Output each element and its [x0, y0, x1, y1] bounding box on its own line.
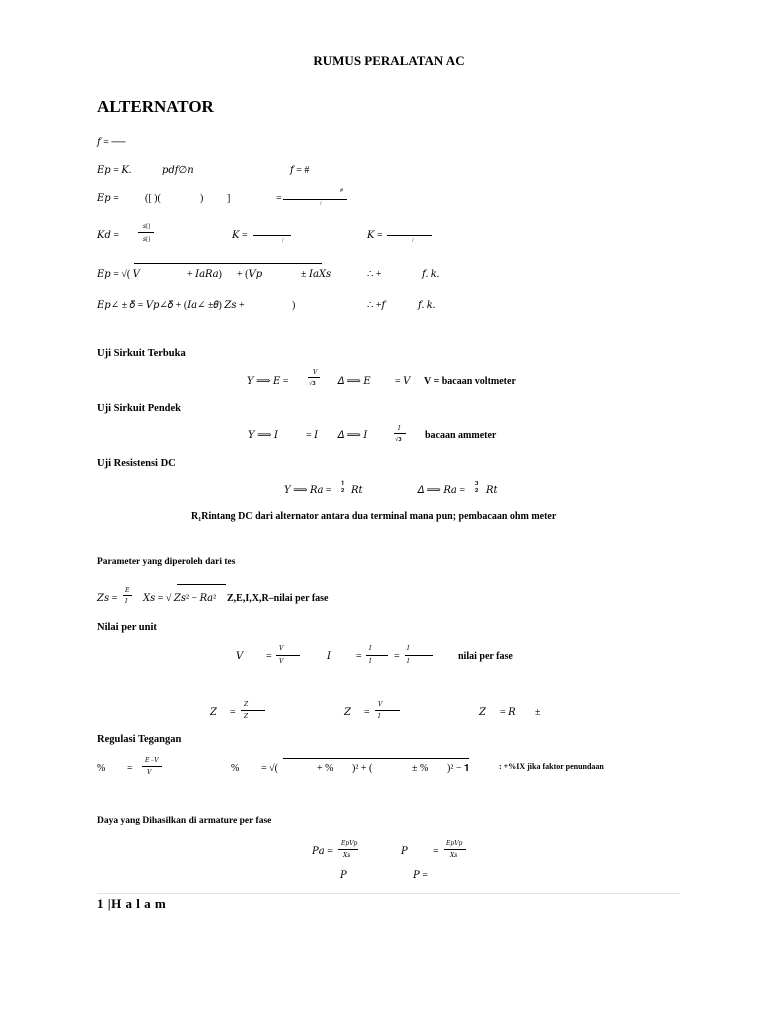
- dc-res-frac-delta: 𝟑 𝟐: [475, 481, 479, 494]
- formula-r4-b: 𝐾 =: [232, 230, 248, 241]
- power-p: 𝑃: [401, 846, 408, 857]
- formula-r4-a-den: 𝑠[]: [143, 237, 151, 243]
- short-circuit-formula2: = 𝐼: [306, 430, 319, 441]
- pu-z-num: 𝑍: [244, 702, 249, 708]
- section-per-unit: Nilai per unit: [97, 622, 157, 633]
- section-voltage-regulation: Regulasi Tegangan: [97, 734, 182, 745]
- dc-res-formula-y: 𝑌 ⟹ 𝑅𝑎 =: [284, 485, 332, 496]
- fraction-line: [123, 595, 132, 596]
- reg2-eq: = √(: [261, 763, 278, 774]
- pu-i-eq2: =: [394, 651, 400, 662]
- pu-zb-eq: =: [364, 707, 370, 718]
- pu-zc-pm: ±: [535, 707, 541, 718]
- short-circuit-frac-num: 𝐼: [398, 426, 401, 432]
- open-circuit-note: V = bacaan voltmeter: [424, 376, 516, 387]
- reg-pct: %: [97, 763, 106, 774]
- page-footer: 1 |H a l a m: [97, 896, 167, 911]
- formula-emf-a: 𝐸𝑝 = 𝐾.: [97, 165, 132, 176]
- fraction-line: [338, 849, 358, 850]
- section-heading-alternator: ALTERNATOR: [97, 97, 214, 116]
- open-circuit-frac-num: 𝑉: [313, 370, 318, 376]
- fraction-line: [375, 710, 400, 711]
- power-pa-den: 𝑋𝑠: [343, 853, 351, 859]
- pu-i-den2: 𝐼: [407, 659, 410, 665]
- reg-eq: =: [127, 763, 133, 774]
- reg2-c: )² + (: [352, 763, 373, 774]
- formula-r5-c: + (𝑉𝑝: [237, 269, 263, 280]
- document-title: RUMUS PERALATAN AC: [313, 53, 465, 68]
- pu-zc-eq: = 𝑅: [500, 707, 516, 718]
- formula-r4-a: 𝐾𝑑 =: [97, 230, 120, 241]
- fraction-line: [444, 849, 466, 850]
- formula-r6-c: ∴ +𝑓: [367, 300, 386, 311]
- formula-r5-e: ∴ +: [367, 269, 382, 280]
- formula-emf-c: 𝑓 = #: [290, 165, 310, 176]
- short-circuit-frac-den: √𝟑: [395, 437, 402, 443]
- formula-r6-d: 𝑓. 𝑘.: [418, 300, 436, 311]
- fraction-line: [405, 655, 433, 656]
- short-circuit-formula: 𝑌 ⟹ 𝐼: [248, 430, 278, 441]
- sqrt-overline: [283, 758, 469, 759]
- pu-z-eq: =: [230, 707, 236, 718]
- power-p-den: 𝑋𝑠: [450, 853, 458, 859]
- param-frac-den: 𝐼: [125, 599, 128, 605]
- pu-note: nilai per fase: [458, 651, 513, 662]
- pu-i-eq: =: [356, 651, 362, 662]
- reg2-b: + %: [317, 763, 334, 774]
- formula-r3-b: ([ )(: [145, 193, 161, 204]
- pu-zb-num: 𝑉: [378, 702, 383, 708]
- dc-res-formula-delta: 𝛥 ⟹ 𝑅𝑎 =: [417, 485, 465, 496]
- param-xs: 𝑋𝑠 = √ 𝑍𝑠² − 𝑅𝑎²: [143, 593, 217, 604]
- dc-res-tail-delta: 𝑅𝑡: [486, 485, 498, 496]
- reg-note: : +%IX jika faktor penundaan: [499, 762, 604, 771]
- pu-zc: 𝑍: [479, 707, 486, 718]
- param-zs: 𝑍𝑠 =: [97, 593, 118, 604]
- pu-z-den: 𝑍: [244, 714, 249, 720]
- pu-v-eq: =: [266, 651, 272, 662]
- formula-r3-e-den: /: [320, 201, 322, 207]
- pu-i-den: 𝐼: [369, 659, 372, 665]
- formula-emf-b: 𝑝𝑑𝑓∅𝑛: [162, 165, 194, 176]
- power-pa: 𝑃𝑎 =: [312, 846, 333, 857]
- open-circuit-formula2: 𝛥 ⟹ 𝐸: [337, 376, 371, 387]
- formula-r5-b: + 𝐼𝑎𝑅𝑎): [187, 269, 222, 280]
- reg2-d: ± %: [412, 763, 429, 774]
- section-parameters: Parameter yang diperoleh dari tes: [97, 557, 236, 567]
- reg-den: 𝑉: [147, 770, 152, 776]
- fraction-line: [366, 655, 388, 656]
- reg2-pct: %: [231, 763, 240, 774]
- short-circuit-formula3: 𝛥 ⟹ 𝐼: [337, 430, 368, 441]
- section-short-circuit: Uji Sirkuit Pendek: [97, 403, 182, 414]
- power-p-num: 𝐸𝑝𝑉𝑝: [446, 841, 463, 847]
- pu-v: 𝑉: [236, 651, 244, 662]
- pu-i-num: 𝐼: [369, 646, 372, 652]
- fraction-line: [308, 377, 320, 378]
- open-circuit-formula: 𝑌 ⟹ 𝐸 =: [247, 376, 289, 387]
- pu-zb-den: 𝐼: [378, 714, 381, 720]
- power-total-a: 𝑃: [340, 870, 347, 881]
- formula-r4-b-den: /: [282, 238, 284, 244]
- param-frac-num: 𝐸: [125, 588, 130, 594]
- formula-r3-e-num: #: [340, 188, 343, 194]
- formula-r5-a: 𝐸𝑝 = √( 𝑉: [97, 269, 140, 280]
- pu-i: 𝐼: [327, 651, 331, 662]
- power-total-b: 𝑃 =: [413, 870, 428, 881]
- short-circuit-note: bacaan ammeter: [425, 430, 497, 441]
- formula-frequency: 𝑓 = ──: [97, 137, 126, 148]
- dc-res-tail-y: 𝑅𝑡: [351, 485, 363, 496]
- formula-r4-c-den: /: [412, 238, 414, 244]
- section-dc-resistance: Uji Resistensi DC: [97, 458, 176, 469]
- pu-v-num: 𝑉: [279, 646, 284, 652]
- power-p-eq: =: [433, 846, 439, 857]
- dc-res-frac-y: 𝟏 𝟐: [341, 481, 345, 494]
- fraction-line: [241, 710, 265, 711]
- section-open-circuit: Uji Sirkuit Terbuka: [97, 348, 186, 359]
- open-circuit-frac-den: √𝟑: [309, 381, 316, 387]
- fraction-line: [276, 655, 300, 656]
- formula-r6-b: ): [292, 300, 296, 311]
- formula-r3-e: =: [276, 193, 282, 204]
- formula-r5-d: ± 𝐼𝑎𝑋𝑠: [301, 269, 332, 280]
- formula-r3-c: ): [200, 193, 204, 204]
- formula-r4-a-num: 𝑠[]: [143, 224, 151, 230]
- reg-num: 𝐸 −𝑉: [145, 758, 159, 764]
- pu-z: 𝑍: [210, 707, 217, 718]
- fraction-line: [283, 199, 347, 200]
- param-note: Z,E,I,X,R–nilai per fase: [227, 593, 329, 604]
- sqrt-overline: [134, 263, 322, 264]
- pu-zb: 𝑍: [344, 707, 351, 718]
- pu-v-den: 𝑉: [279, 659, 284, 665]
- section-armature-power: Daya yang Dihasilkan di armature per fase: [97, 816, 272, 826]
- pu-i-num2: 𝐼: [407, 646, 410, 652]
- formula-r6-a: 𝐸𝑝∠ ± 𝛿 = 𝑉𝑝∠𝛿 + (𝐼𝑎∠ ±𝜃) 𝑍𝑠 +: [97, 300, 245, 311]
- formula-r3-d: ]: [227, 193, 231, 204]
- fraction-line: [394, 433, 406, 434]
- fraction-line: [138, 232, 154, 233]
- power-pa-num: 𝐸𝑝𝑉𝑝: [341, 841, 358, 847]
- formula-r3-a: 𝐸𝑝 =: [97, 193, 119, 204]
- sqrt-overline: [177, 584, 226, 585]
- formula-r4-c: 𝐾 =: [367, 230, 383, 241]
- reg2-e: )² − 𝟏: [447, 763, 470, 774]
- fraction-line: [253, 235, 291, 236]
- formula-r5-f: 𝑓. 𝑘.: [422, 269, 440, 280]
- dc-res-note: R₁Rintang DC dari alternator antara dua terminal mana pun; pembacaan ohm meter: [191, 511, 557, 522]
- fraction-line: [387, 235, 432, 236]
- page-divider: [97, 893, 680, 894]
- fraction-line: [142, 766, 162, 767]
- open-circuit-formula3: = 𝑉: [395, 376, 411, 387]
